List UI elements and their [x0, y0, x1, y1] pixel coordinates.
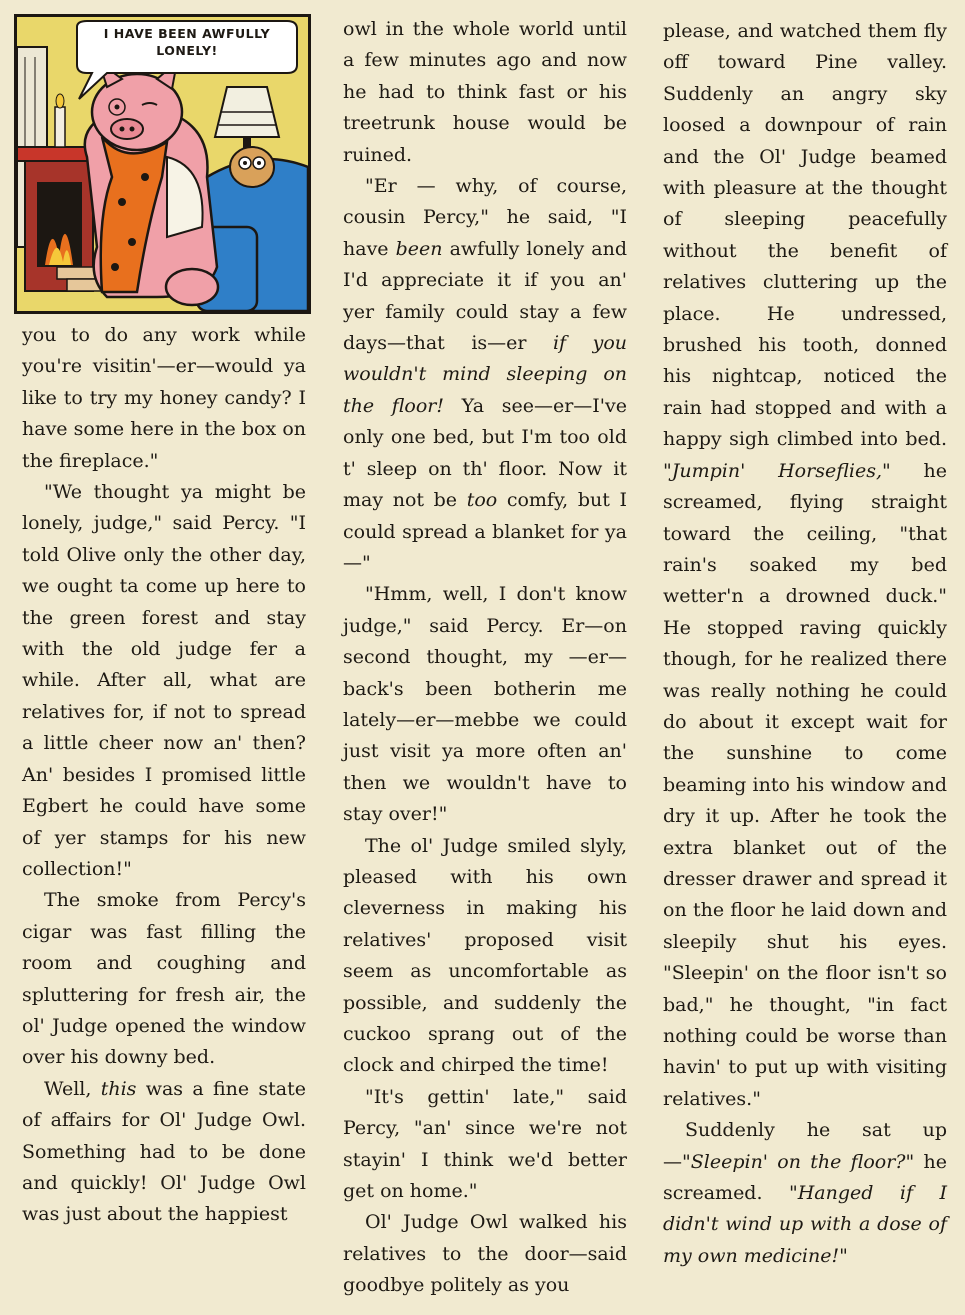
speech-line-2: LONELY! — [156, 43, 218, 58]
text-column-3 — [663, 16, 947, 1272]
paragraph: owl in the whole world until a few minutes ago and now he had to think fast or his treetrunk house would be ruined. — [343, 18, 627, 166]
paragraph — [663, 16, 947, 1115]
paragraph — [663, 1115, 947, 1272]
text-run: comfy, but I could spread a blanket for ya—" — [343, 489, 627, 574]
text-run: " he screamed, flying straight toward the ceiling, "that rain's soaked my bed wetter'n a drowned duck." He stopped raving quickly though, for he realized there was really nothing he could do about it except wait for the sunshine to come beaming into his window and dry it up. After he took the extra blanket out of the dresser drawer and spread it on the floor he laid down and sleepily shut his eyes. "Sleepin' on the floor isn't so bad," he thought, "in fact nothing could be worse than havin' to put up with visiting relatives." — [663, 459, 947, 1110]
text-run: " he screamed. " — [663, 1150, 948, 1205]
text-column-1 — [22, 320, 306, 1231]
text-run: awfully lonely and I'd appreciate it if you an' yer family could stay a few days—that is—er — [343, 237, 627, 355]
paragraph: "We thought ya might be lonely, judge," said Percy. "I told Olive only the other day, we ought ta come up here to the green forest and stay with the old judge fer a while. After all, what are relatives for, if not to spread a little cheer now an' then? An' besides I promised little Egbert he could have some of yer stamps for his new collection!" — [22, 481, 306, 880]
emphasis: been — [395, 237, 443, 260]
emphasis: if you wouldn't mind sleeping on the floor! — [343, 332, 628, 417]
emphasis: Jumpin' Horseflies, — [671, 459, 882, 482]
paragraph: Ol' Judge Owl walked his relatives to the door—said goodbye politely as you — [343, 1211, 627, 1297]
paragraph: The ol' Judge smiled slyly, pleased with his own cleverness in making his relatives' proposed visit seem as uncomfortable as possible, and suddenly the cuckoo sprang out of the clock and chirped the time! — [343, 834, 627, 1077]
emphasis: Sleepin' on the floor? — [690, 1150, 906, 1173]
text-run: was a fine state of affairs for Ol' Judge Owl. Something had to be done and quickly! Ol' Judge Owl was just about the happiest — [22, 1077, 306, 1226]
text-column-2 — [343, 14, 627, 1302]
speech-line-1: I HAVE BEEN AWFULLY — [103, 26, 271, 41]
paragraph: "It's gettin' late," said Percy, "an' since we're not stayin' I think we'd better get on home." — [343, 1085, 627, 1203]
text-run: please, and watched them fly off toward Pine valley. Suddenly an angry sky loosed a downpour of rain and the Ol' Judge beamed with pleasure at the thought of sleeping peacefully without the benefit of relatives cluttering up the place. He undressed, brushed his tooth, donned his nightcap, noticed the rain had stopped and with a happy sigh climbed into bed. " — [663, 20, 947, 482]
speech-bubble — [81, 25, 293, 73]
emphasis: Hanged if I didn't wind up with a dose of my own medicine! — [663, 1182, 947, 1267]
paragraph: you to do any work while you're visitin'—er—would ya like to try my honey candy? I have some here in the box on the fireplace." — [22, 324, 306, 472]
text-run: " — [839, 1244, 848, 1267]
text-run: "Er — why, of course, cousin Percy," he said, "I have — [343, 175, 627, 260]
text-run: Well, — [44, 1077, 101, 1100]
comic-panel — [14, 14, 311, 314]
emphasis: this — [100, 1077, 137, 1100]
text-run: Ya see—er—I've only one bed, but I'm too old t' sleep on th' floor. Now it may not be — [343, 394, 627, 512]
paragraph — [343, 171, 627, 579]
paragraph — [22, 1074, 306, 1231]
paragraph: "Hmm, well, I don't know judge," said Percy. Er—on second thought, my —er—back's been botherin me lately—er—mebbe we could just visit ya more often an' then we wouldn't have to stay over!" — [343, 583, 627, 826]
paragraph: The smoke from Percy's cigar was fast filling the room and coughing and spluttering for fresh air, the ol' Judge opened the window over his downy bed. — [22, 889, 306, 1069]
text-run: Suddenly he sat up—" — [663, 1119, 947, 1173]
emphasis: too — [466, 489, 498, 512]
